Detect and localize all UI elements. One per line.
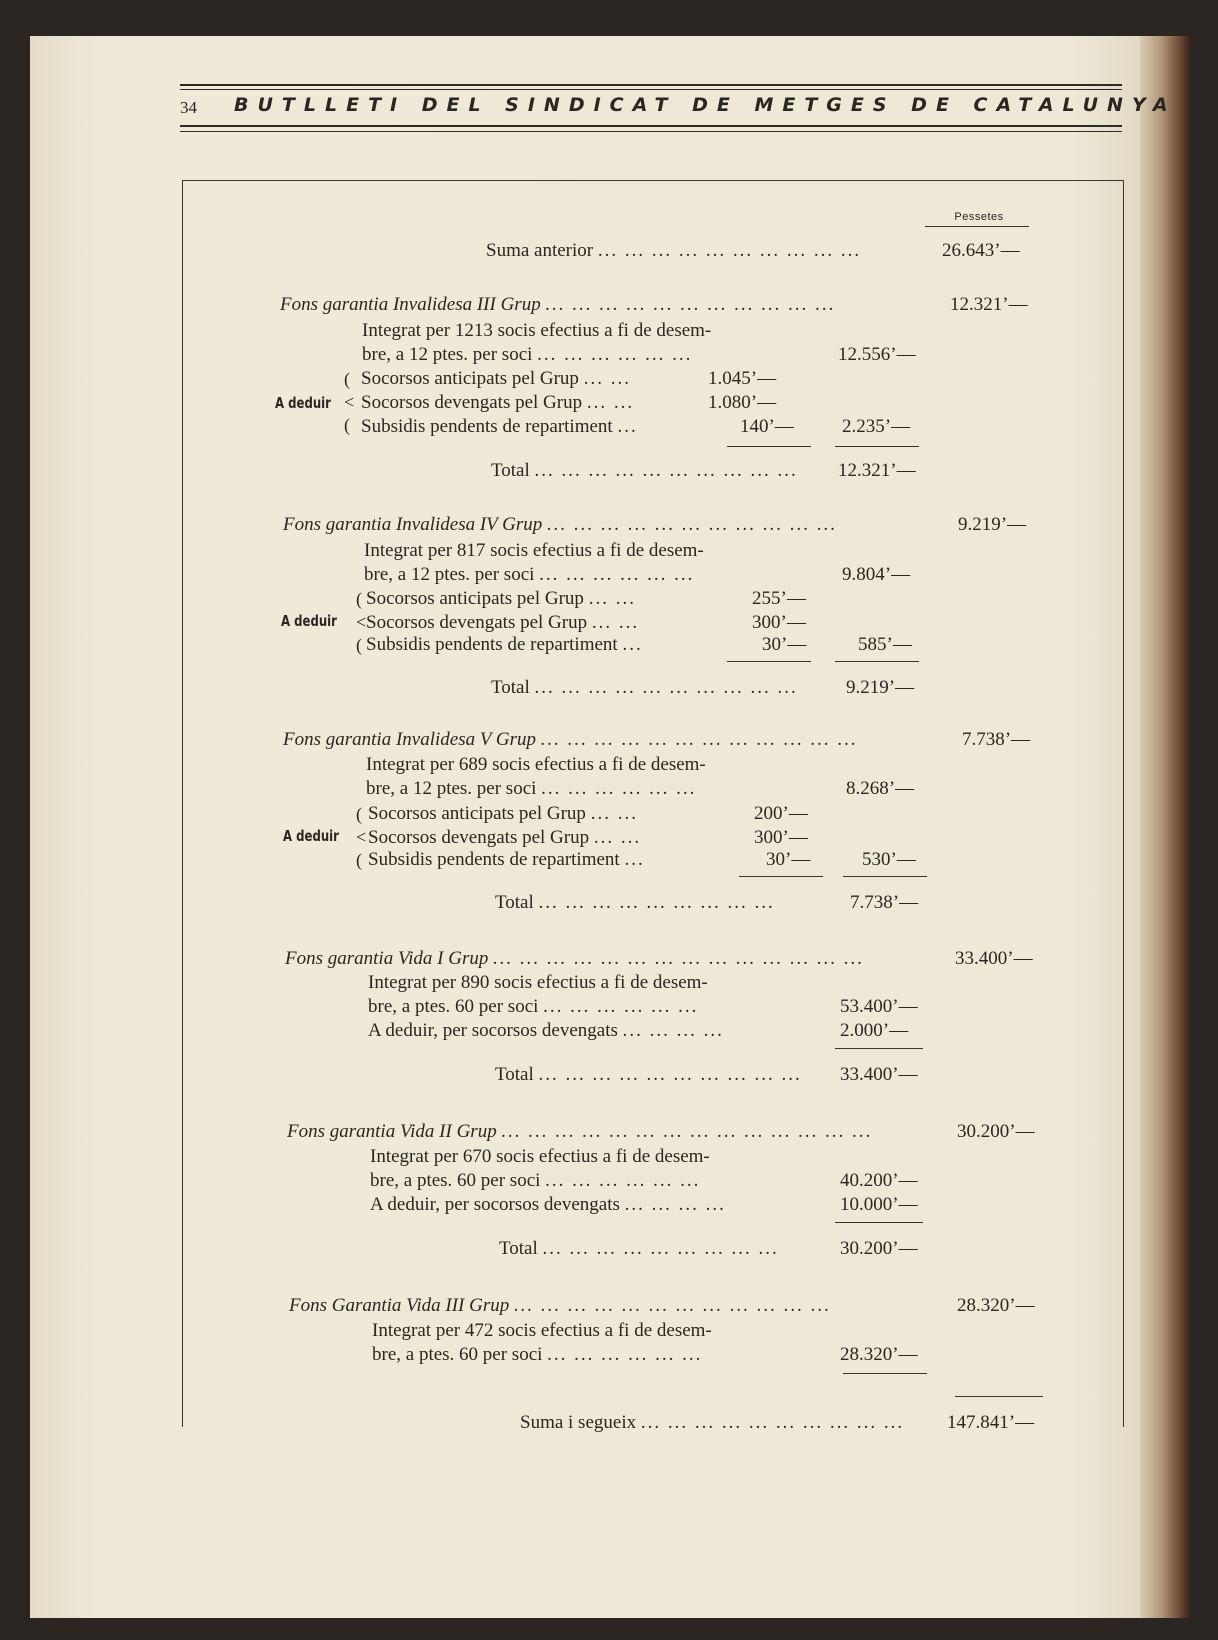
deduct-label: A deduir — [283, 827, 339, 845]
section-line: Integrat per 689 socis efectius a fi de desem- — [366, 754, 706, 775]
page-number: 34 — [180, 98, 197, 117]
total-value: 30.200’— — [840, 1238, 918, 1259]
total-value: 33.400’— — [840, 1064, 918, 1085]
running-header — [180, 84, 1177, 136]
line-value: 8.268’— — [846, 778, 915, 799]
deduction-value: 300’— — [752, 612, 806, 633]
section-value: 33.400’— — [955, 948, 1033, 969]
deduction-value: 1.080’— — [708, 392, 777, 413]
header-rule — [180, 84, 1122, 86]
section-value: 30.200’— — [957, 1121, 1035, 1142]
unit-label: Pessetes — [954, 211, 1004, 223]
section-line: bre, a 12 ptes. per soci ... ... ... ... ... ... — [364, 564, 695, 585]
deduction-total: 10.000’— — [840, 1194, 918, 1215]
opening-label: Suma anterior ... ... ... ... ... ... ... ... ... ... — [486, 240, 862, 261]
section-title: Fons garantia Vida I Grup ... ... ... ... ... ... ... ... ... ... ... ... ... ... — [285, 948, 865, 969]
section-value: 9.219’— — [958, 514, 1027, 535]
deduction-value: 255’— — [752, 588, 806, 609]
opening-value: 26.643’— — [942, 240, 1020, 261]
deduction-label: Socorsos devengats pel Grup ... ... — [361, 392, 635, 413]
deduction-label: Subsidis pendents de repartiment ... — [366, 634, 643, 655]
deduction-label: Socorsos anticipats pel Grup ... ... — [368, 803, 638, 824]
section-line: Integrat per 472 socis efectius a fi de desem- — [372, 1320, 712, 1341]
section-title: Fons garantia Invalidesa III Grup ... ... ... ... ... ... ... ... ... ... ... — [280, 294, 836, 315]
total-value: 12.321’— — [838, 460, 916, 481]
section-line: bre, a ptes. 60 per soci ... ... ... ... ... ... — [368, 996, 699, 1017]
deduction-value: 30’— — [766, 849, 811, 870]
deduction-value: 300’— — [754, 827, 808, 848]
section-line: Integrat per 817 socis efectius a fi de desem- — [364, 540, 704, 561]
section-line: bre, a ptes. 60 per soci ... ... ... ... ... ... — [370, 1170, 701, 1191]
section-value: 7.738’— — [962, 729, 1031, 750]
line-value: 40.200’— — [840, 1170, 918, 1191]
closing-value: 147.841’— — [947, 1412, 1035, 1433]
deduct-label: A deduir — [275, 394, 331, 412]
line-value: 53.400’— — [840, 996, 918, 1017]
journal-title: BUTLLETI DEL SINDICAT DE METGES DE CATALUNYA — [234, 94, 1177, 116]
section-line: bre, a ptes. 60 per soci ... ... ... ... ... ... — [372, 1344, 703, 1365]
unit-rule — [925, 226, 1029, 227]
deduction-label: Socorsos devengats pel Grup ... ... — [368, 827, 642, 848]
deduction-total: 585’— — [858, 634, 912, 655]
deduction-total: 530’— — [862, 849, 916, 870]
deduction-line: A deduir, per socorsos devengats ... ... ... ... — [368, 1020, 724, 1041]
total-label: Total ... ... ... ... ... ... ... ... ... ... — [495, 1064, 802, 1085]
header-rule — [180, 89, 1122, 90]
deduction-label: Socorsos anticipats pel Grup ... ... — [366, 588, 636, 609]
deduction-line: A deduir, per socorsos devengats ... ... ... ... — [370, 1194, 726, 1215]
deduction-value: 140’— — [740, 416, 794, 437]
closing-label: Suma i segueix ... ... ... ... ... ... ... ... ... ... — [520, 1412, 905, 1433]
section-value: 12.321’— — [950, 294, 1028, 315]
deduction-label: Subsidis pendents de repartiment ... — [368, 849, 645, 870]
deduction-total: 2.000’— — [840, 1020, 909, 1041]
deduction-total: 2.235’— — [842, 416, 911, 437]
total-value: 9.219’— — [846, 677, 915, 698]
deduction-value: 30’— — [762, 634, 807, 655]
section-line: bre, a 12 ptes. per soci ... ... ... ... ... ... — [362, 344, 693, 365]
line-value: 12.556’— — [838, 344, 916, 365]
deduction-label: Socorsos anticipats pel Grup ... ... — [361, 368, 631, 389]
header-rule — [180, 125, 1122, 127]
deduction-value: 200’— — [754, 803, 808, 824]
total-value: 7.738’— — [850, 892, 919, 913]
line-value: 28.320’— — [840, 1344, 918, 1365]
total-label: Total ... ... ... ... ... ... ... ... ... — [495, 892, 775, 913]
section-line: Integrat per 1213 socis efectius a fi de desem- — [362, 320, 712, 341]
section-title: Fons garantia Invalidesa IV Grup ... ... ... ... ... ... ... ... ... ... ... — [283, 514, 838, 535]
deduction-label: Subsidis pendents de repartiment ... — [361, 416, 638, 437]
total-label: Total ... ... ... ... ... ... ... ... ... ... — [491, 460, 798, 481]
deduction-value: 1.045’— — [708, 368, 777, 389]
section-value: 28.320’— — [957, 1295, 1035, 1316]
header-rule — [180, 131, 1122, 132]
section-title: Fons garantia Invalidesa V Grup ... ... ... ... ... ... ... ... ... ... ... ... — [283, 729, 858, 750]
line-value: 9.804’— — [842, 564, 911, 585]
total-label: Total ... ... ... ... ... ... ... ... ... — [499, 1238, 779, 1259]
section-line: Integrat per 890 socis efectius a fi de desem- — [368, 972, 708, 993]
total-label: Total ... ... ... ... ... ... ... ... ... ... — [491, 677, 798, 698]
section-line: bre, a 12 ptes. per soci ... ... ... ... ... ... — [366, 778, 697, 799]
deduction-label: Socorsos devengats pel Grup ... ... — [366, 612, 640, 633]
section-title: Fons garantia Vida II Grup ... ... ... ... ... ... ... ... ... ... ... ... ... ... — [287, 1121, 873, 1142]
deduct-label: A deduir — [281, 612, 337, 630]
section-title: Fons Garantia Vida III Grup ... ... ... ... ... ... ... ... ... ... ... ... — [289, 1295, 832, 1316]
section-line: Integrat per 670 socis efectius a fi de desem- — [370, 1146, 710, 1167]
book-spine — [1140, 36, 1190, 1618]
